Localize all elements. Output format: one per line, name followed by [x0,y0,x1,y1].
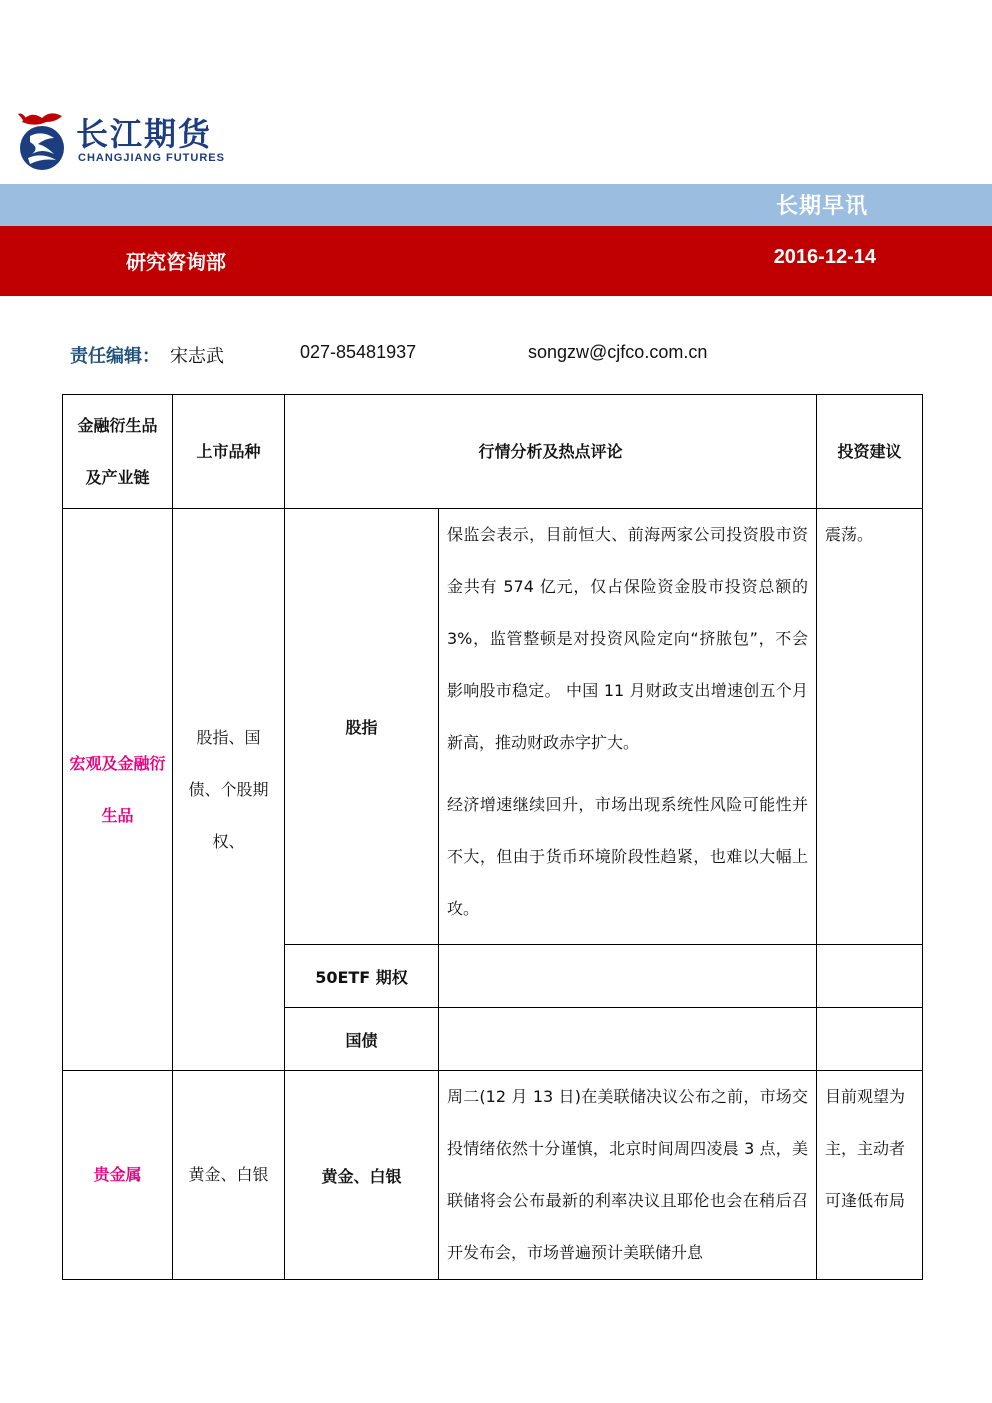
advice-text: 震荡。 [817,509,923,945]
products-cell: 黄金、白银 [173,1071,285,1280]
advice-text [817,945,923,1008]
editor-label: 责任编辑： [70,346,160,367]
logo-name-en: CHANGJIANG FUTURES [78,152,225,164]
header-category: 金融衍生品 及产业链 [63,395,173,509]
report-date: 2016-12-14 [773,246,876,268]
variety-name: 50ETF 期权 [285,945,439,1008]
advice-text: 目前观望为主，主动者可逢低布局 [817,1071,923,1280]
analysis-text [439,945,817,1008]
editor-email[interactable]: songzw@cjfco.com.cn [528,342,708,362]
header-products: 上市品种 [173,395,285,509]
morning-report-table [62,394,923,1280]
report-title: 长期早讯 [775,194,868,219]
variety-name: 股指 [285,509,439,945]
analysis-text: 周二(12 月 13 日)在美联储决议公布之前，市场交投情绪依然十分谨慎，北京时间周四凌晨 3 点，美联储将会公布最新的利率决议且耶伦也会在稍后召开发布会，市场普遍预计美联储升息 [439,1071,817,1280]
editor-line [70,342,950,372]
variety-name: 国债 [285,1008,439,1071]
logo-emblem-icon [16,108,72,172]
category-cell: 贵金属 [63,1071,173,1280]
analysis-paragraph: 经济增速继续回升，市场出现系统性风险可能性并不大，但由于货币环境阶段性趋紧，也难以大幅上攻。 [447,795,809,918]
editor-name: 宋志武 [170,346,224,367]
variety-name: 黄金、白银 [285,1071,439,1280]
department-band [0,226,992,296]
company-logo [16,108,256,172]
department-name: 研究咨询部 [126,250,226,274]
analysis-text [439,509,817,945]
table-row [63,509,923,945]
analysis-text [439,1008,817,1071]
products-cell: 股指、国债、个股期权、 [173,509,285,1071]
analysis-paragraph: 保监会表示，目前恒大、前海两家公司投资股市资金共有 574 亿元，仅占保险资金股市投资总额的 3%，监管整顿是对投资风险定向“挤脓包”，不会影响股市稳定。 中国 11 月财政支出增速创五个月新高，推动财政赤字扩大。 [447,525,809,752]
header-advice: 投资建议 [817,395,923,509]
editor-phone: 027-85481937 [300,342,417,362]
table-header-row [63,395,923,509]
header-analysis: 行情分析及热点评论 [285,395,817,509]
category-cell: 宏观及金融衍生品 [63,509,173,1071]
logo-name-cn: 长江期货 [76,115,213,153]
table-row [63,1071,923,1280]
title-band [0,184,992,226]
advice-text [817,1008,923,1071]
